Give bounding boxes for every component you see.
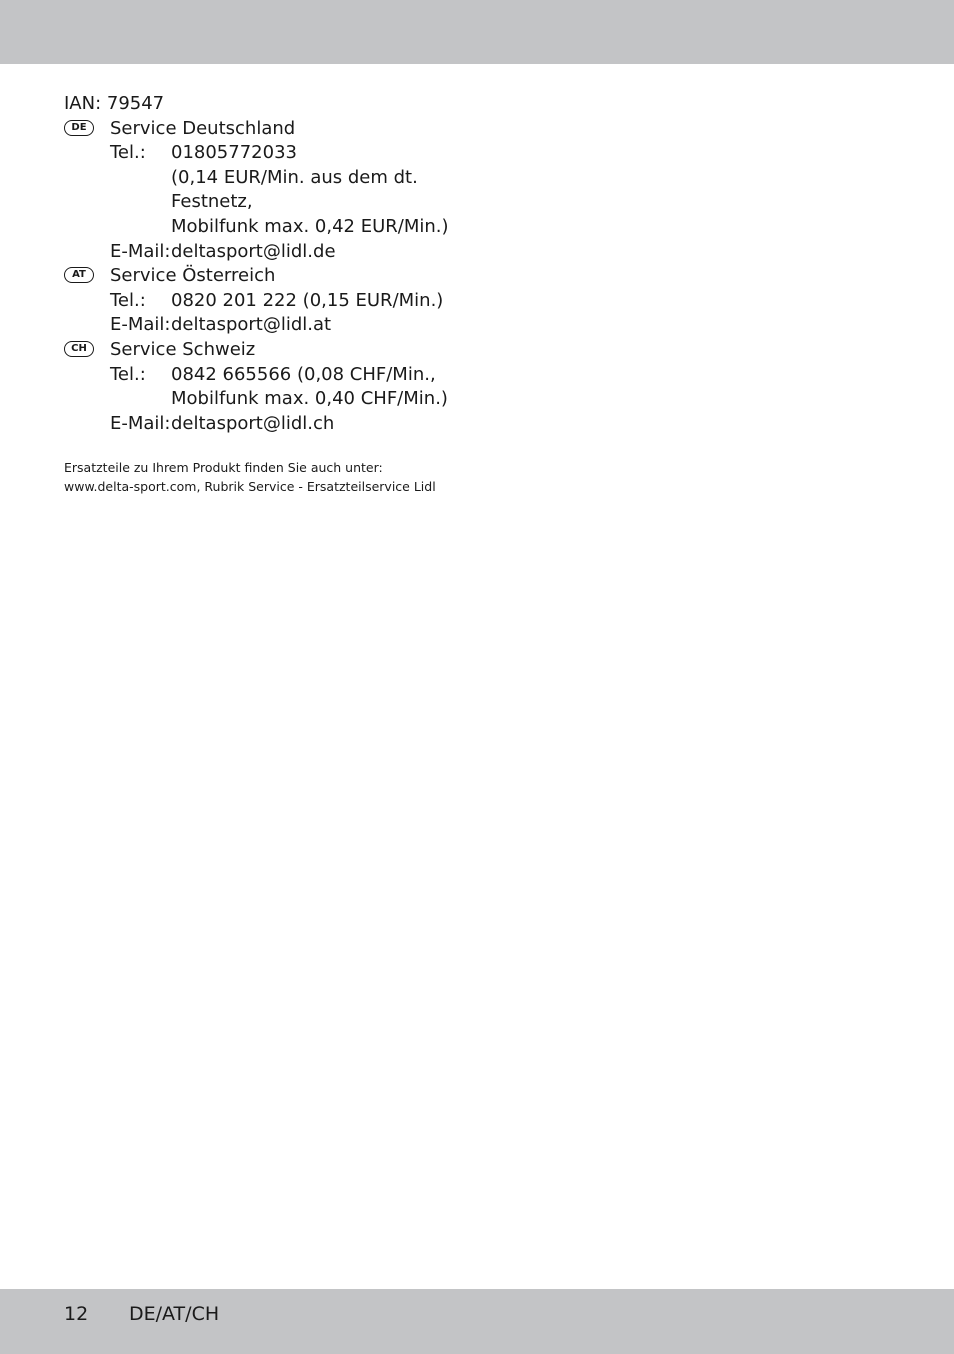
service-ch-email[interactable]: deltasport@lidl.ch: [171, 412, 335, 434]
service-ch-title-row: [64, 338, 584, 363]
service-at-email-label: E-Mail:: [110, 314, 171, 336]
service-ch-tel-row: [64, 363, 584, 388]
service-de-tel-line-2: (0,14 EUR/Min. aus dem dt.: [171, 166, 418, 188]
service-de-tel-row: [64, 141, 584, 166]
service-de-title-row: [64, 117, 584, 142]
service-de-tel-line-4: Mobilfunk max. 0,42 EUR/Min.): [171, 215, 449, 237]
country-badge-ch: CH: [64, 341, 94, 357]
spare-parts-note: [64, 458, 584, 496]
service-ch-tel-label: Tel.:: [110, 363, 146, 385]
spare-parts-link[interactable]: www.delta-sport.com, Rubrik Service - Ersatzteilservice Lidl: [64, 479, 436, 495]
service-ch-tel-row-2: [64, 387, 584, 412]
country-badge-de: DE: [64, 120, 94, 136]
ian-number: IAN: 79547: [64, 93, 165, 114]
spare-parts-line-1: Ersatzteile zu Ihrem Produkt finden Sie auch unter:: [64, 460, 383, 476]
service-at-email-row: [64, 313, 584, 338]
service-de-tel-label: Tel.:: [110, 142, 146, 164]
service-ch-email-row: [64, 412, 584, 437]
service-de-tel-row-2: [64, 166, 584, 191]
service-contact-block: [64, 92, 584, 496]
service-de-email[interactable]: deltasport@lidl.de: [171, 240, 336, 262]
service-at-tel-label: Tel.:: [110, 289, 146, 311]
service-at-tel-row: [64, 289, 584, 314]
service-de-tel-row-4: [64, 215, 584, 240]
service-at-title: Service Österreich: [110, 265, 276, 287]
service-at-tel-line-1: 0820 201 222 (0,15 EUR/Min.): [171, 289, 444, 311]
service-de-tel-line-1: 01805772033: [171, 142, 297, 164]
service-de-title: Service Deutschland: [110, 117, 296, 139]
country-badge-at: AT: [64, 267, 94, 283]
service-de-email-label: E-Mail:: [110, 240, 171, 262]
region-label: DE/AT/CH: [129, 1303, 220, 1325]
service-ch-email-label: E-Mail:: [110, 412, 171, 434]
service-de-email-row: [64, 240, 584, 265]
service-ch-tel-line-2: Mobilfunk max. 0,40 CHF/Min.): [171, 388, 448, 410]
service-de-tel-line-3: Festnetz,: [171, 191, 253, 213]
header-band: [0, 0, 954, 64]
service-de-tel-row-3: [64, 190, 584, 215]
service-ch-title: Service Schweiz: [110, 338, 256, 360]
service-at-title-row: [64, 264, 584, 289]
service-ch-tel-line-1: 0842 665566 (0,08 CHF/Min.,: [171, 363, 436, 385]
page-number: 12: [64, 1303, 89, 1325]
service-at-email[interactable]: deltasport@lidl.at: [171, 314, 332, 336]
